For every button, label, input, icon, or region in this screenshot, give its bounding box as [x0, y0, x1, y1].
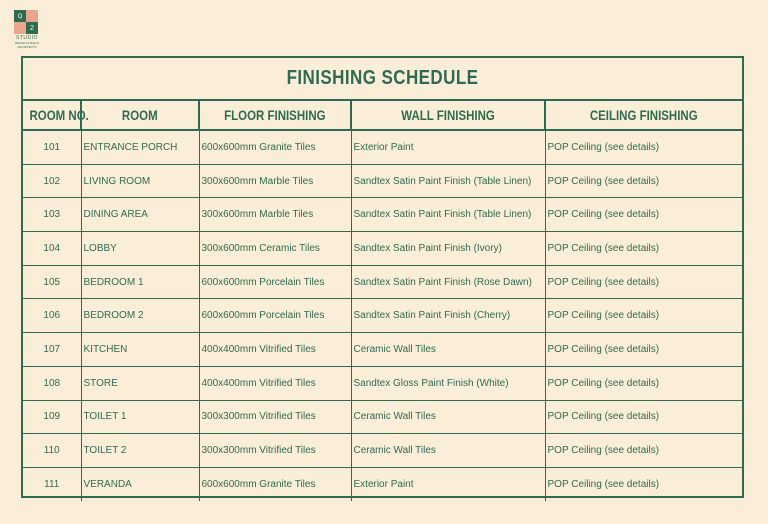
table-row: [23, 130, 742, 164]
wall-finishing-cell: Ceramic Wall Tiles: [351, 434, 545, 468]
room-number-cell: 103: [23, 198, 81, 232]
header-ceiling-finishing: [545, 100, 742, 130]
header-room: [81, 100, 199, 130]
room-name-cell: BEDROOM 1: [81, 265, 199, 299]
room-number-cell: 111: [23, 467, 81, 500]
room-number-cell: 107: [23, 333, 81, 367]
room-name-cell: ENTRANCE PORCH: [81, 130, 199, 164]
logo-cell: [14, 22, 26, 34]
logo-mark: [14, 10, 38, 34]
room-name-cell: LOBBY: [81, 232, 199, 266]
header-floor-finishing: [199, 100, 351, 130]
ceiling-finishing-cell: POP Ceiling (see details): [545, 467, 742, 500]
table-row: [23, 198, 742, 232]
room-name-cell: TOILET 2: [81, 434, 199, 468]
room-number-cell: 102: [23, 164, 81, 198]
studio-logo: [8, 10, 48, 50]
floor-finishing-cell: 300x600mm Marble Tiles: [199, 164, 351, 198]
ceiling-finishing-cell: POP Ceiling (see details): [545, 333, 742, 367]
table-row: [23, 164, 742, 198]
wall-finishing-cell: Sandtex Gloss Paint Finish (White): [351, 366, 545, 400]
ceiling-finishing-cell: POP Ceiling (see details): [545, 400, 742, 434]
ceiling-finishing-cell: POP Ceiling (see details): [545, 198, 742, 232]
floor-finishing-cell: 600x600mm Granite Tiles: [199, 130, 351, 164]
wall-finishing-cell: Exterior Paint: [351, 467, 545, 500]
table-row: [23, 265, 742, 299]
floor-finishing-cell: 600x600mm Porcelain Tiles: [199, 265, 351, 299]
header-row: [23, 100, 742, 130]
logo-name: STUDIO: [16, 35, 38, 41]
room-number-cell: 108: [23, 366, 81, 400]
ceiling-finishing-cell: POP Ceiling (see details): [545, 366, 742, 400]
wall-finishing-cell: Ceramic Wall Tiles: [351, 333, 545, 367]
wall-finishing-cell: Sandtex Satin Paint Finish (Cherry): [351, 299, 545, 333]
logo-cell: Z: [26, 22, 38, 34]
wall-finishing-cell: Exterior Paint: [351, 130, 545, 164]
room-number-cell: 106: [23, 299, 81, 333]
table-row: [23, 232, 742, 266]
header-label: CEILING FINISHING: [590, 107, 698, 123]
room-name-cell: DINING AREA: [81, 198, 199, 232]
header-room-no: [23, 100, 89, 130]
floor-finishing-cell: 400x400mm Vitrified Tiles: [199, 333, 351, 367]
room-number-cell: 105: [23, 265, 81, 299]
floor-finishing-cell: 300x600mm Marble Tiles: [199, 198, 351, 232]
room-name-cell: LIVING ROOM: [81, 164, 199, 198]
floor-finishing-cell: 300x300mm Vitrified Tiles: [199, 400, 351, 434]
wall-finishing-cell: Ceramic Wall Tiles: [351, 400, 545, 434]
logo-cell: Q: [14, 10, 26, 22]
room-name-cell: TOILET 1: [81, 400, 199, 434]
header-label: ROOM NO.: [29, 107, 89, 123]
table-row: [23, 366, 742, 400]
wall-finishing-cell: Sandtex Satin Paint Finish (Ivory): [351, 232, 545, 266]
schedule-table: [23, 99, 742, 501]
floor-finishing-cell: 300x300mm Vitrified Tiles: [199, 434, 351, 468]
room-name-cell: BEDROOM 2: [81, 299, 199, 333]
room-name-cell: STORE: [81, 366, 199, 400]
header-label: ROOM: [122, 107, 158, 123]
table-row: [23, 400, 742, 434]
finishing-schedule-sheet: [21, 56, 744, 498]
ceiling-finishing-cell: POP Ceiling (see details): [545, 130, 742, 164]
wall-finishing-cell: Sandtex Satin Paint Finish (Rose Dawn): [351, 265, 545, 299]
ceiling-finishing-cell: POP Ceiling (see details): [545, 265, 742, 299]
table-row: [23, 434, 742, 468]
logo-cell: [26, 10, 38, 22]
room-number-cell: 101: [23, 130, 81, 164]
floor-finishing-cell: 600x600mm Granite Tiles: [199, 467, 351, 500]
floor-finishing-cell: 300x600mm Ceramic Tiles: [199, 232, 351, 266]
header-label: FLOOR FINISHING: [224, 107, 326, 123]
room-number-cell: 110: [23, 434, 81, 468]
room-name-cell: VERANDA: [81, 467, 199, 500]
table-row: [23, 333, 742, 367]
floor-finishing-cell: 600x600mm Porcelain Tiles: [199, 299, 351, 333]
room-number-cell: 109: [23, 400, 81, 434]
table-row: [23, 299, 742, 333]
ceiling-finishing-cell: POP Ceiling (see details): [545, 164, 742, 198]
room-number-cell: 104: [23, 232, 81, 266]
wall-finishing-cell: Sandtex Satin Paint Finish (Table Linen): [351, 198, 545, 232]
floor-finishing-cell: 400x400mm Vitrified Tiles: [199, 366, 351, 400]
header-wall-finishing: [351, 100, 545, 130]
header-label: WALL FINISHING: [401, 107, 495, 123]
ceiling-finishing-cell: POP Ceiling (see details): [545, 299, 742, 333]
page-title: FINISHING SCHEDULE: [286, 67, 479, 89]
room-name-cell: KITCHEN: [81, 333, 199, 367]
ceiling-finishing-cell: POP Ceiling (see details): [545, 232, 742, 266]
logo-tagline: DESIGN & BUILD ARCHITECTS: [14, 41, 39, 49]
ceiling-finishing-cell: POP Ceiling (see details): [545, 434, 742, 468]
wall-finishing-cell: Sandtex Satin Paint Finish (Table Linen): [351, 164, 545, 198]
table-row: [23, 467, 742, 500]
